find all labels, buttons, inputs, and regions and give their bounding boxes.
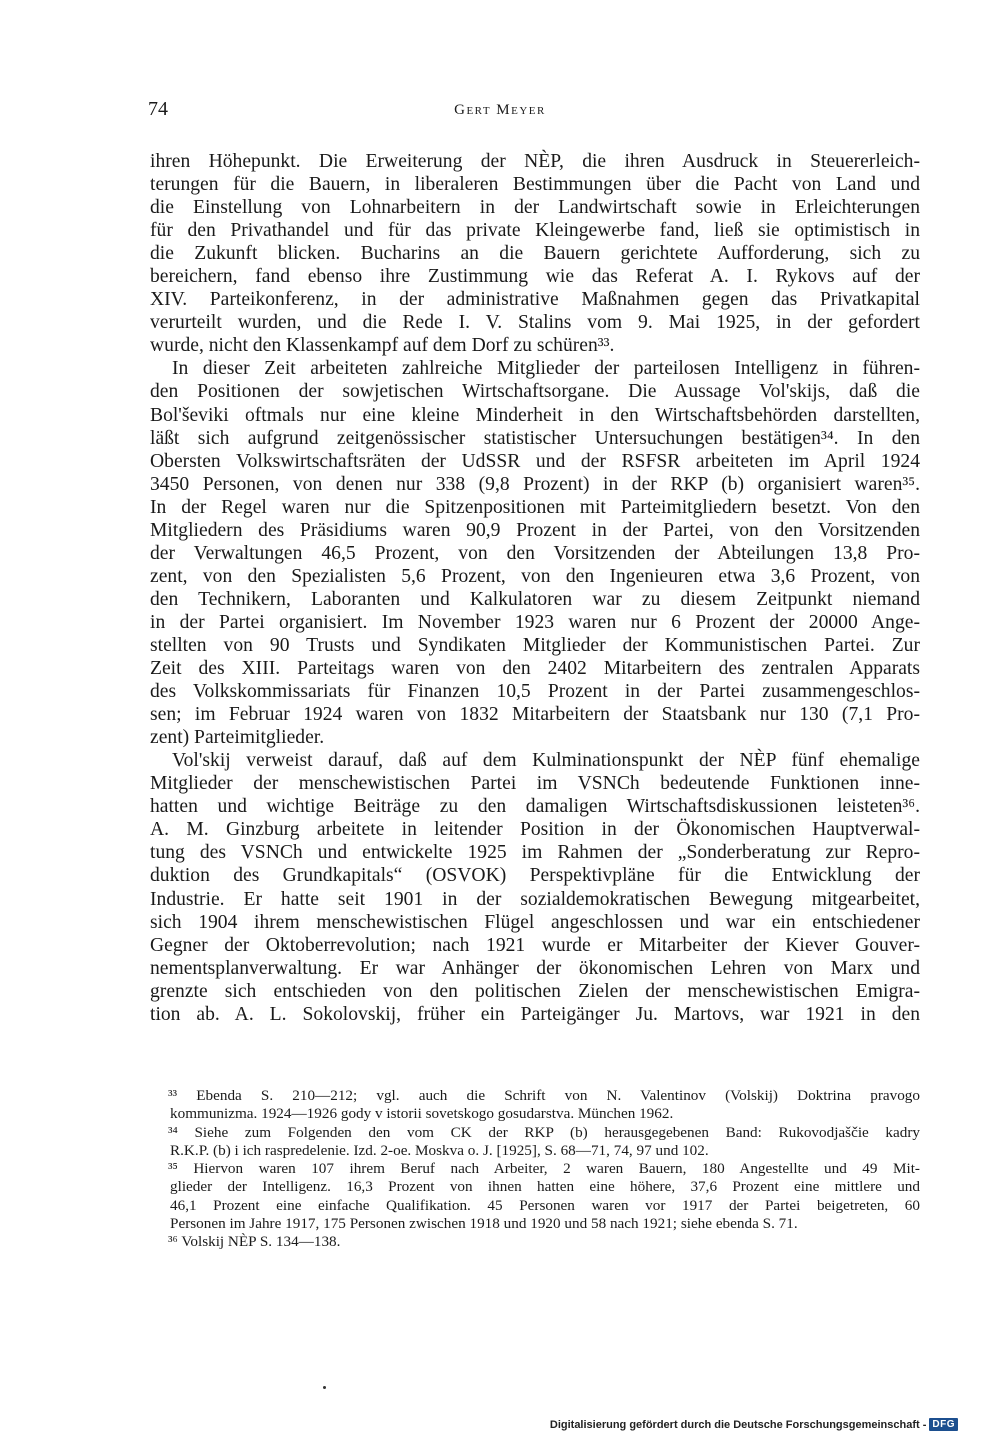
body-line: ihren Höhepunkt. Die Erweiterung der NÈP, die ihren Ausdruck in Steuererleich- (150, 151, 920, 172)
footnote-line: ³⁵ Hiervon waren 107 ihrem Beruf nach Arbeiter, 2 waren Bauern, 180 Angestellte und 49 Mit- (168, 1160, 920, 1178)
body-line: zent, von den Spezialisten 5,6 Prozent, von den Ingenieuren etwa 3,6 Prozent, von (150, 565, 920, 587)
body-line: die Zukunft blicken. Bucharins an die Bauern gerichtete Aufforderung, sich zu (150, 243, 920, 265)
page-number: 74 (148, 98, 168, 120)
body-line: tion ab. A. L. Sokolovskij, früher ein Parteigänger Ju. Martovs, war 1921 in den (150, 1003, 920, 1025)
footnote-line: ³⁴ Siehe zum Folgenden den vom CK der RKP (b) herausgegebenen Band: Rukovodjaščie kadry (168, 1123, 920, 1141)
footnote-line: Personen im Jahre 1917, 175 Personen zwischen 1918 und 1920 und 58 nach 1921; siehe ebenda S. 71. (170, 1215, 798, 1233)
body-line: grenzte sich entschieden von den politischen Zielen der menschewistischen Emigra- (150, 980, 920, 1002)
speck-dot (323, 1386, 326, 1389)
body-line: A. M. Ginzburg arbeitete in leitender Position in der Ökonomischen Hauptverwal- (150, 819, 920, 841)
body-line: sich 1904 ihrem menschewistischen Flügel angeschlossen und war ein entschiedener (150, 911, 920, 933)
body-line: die Einstellung von Lohnarbeitern in der Landwirtschaft sowie in Erleichterungen (150, 197, 920, 219)
body-line: nementsplanverwaltung. Er war Anhänger der ökonomischen Lehren von Marx und (150, 957, 920, 979)
footnote-line: kommunizma. 1924—1926 gody v istorii sovetskogo gosudarstva. München 1962. (170, 1105, 674, 1123)
body-line: Industrie. Er hatte seit 1901 in der sozialdemokratischen Bewegung mitgearbeitet, (150, 888, 920, 910)
body-line: Obersten Volkswirtschaftsräten der UdSSR und der RSFSR arbeiteten im April 1924 (150, 450, 920, 472)
running-head: Gert Meyer (454, 102, 546, 118)
body-line: den Technikern, Laboranten und Kalkulatoren war zu diesem Zeitpunkt niemand (150, 588, 920, 610)
body-line: wurde, nicht den Klassenkampf auf dem Dorf zu schüren³³. (150, 335, 615, 357)
dfg-logo: DFG (929, 1418, 958, 1431)
footnote-line: ³³ Ebenda S. 210—212; vgl. auch die Schrift von N. Valentinov (Volskij) Doktrina pravogo (168, 1087, 920, 1104)
body-line: Mitglieder der menschewistischen Partei im VSNCh bedeutende Funktionen inne- (150, 773, 920, 795)
body-line: tung des VSNCh und entwickelte 1925 im Rahmen der „Sonderberatung zur Repro- (150, 842, 920, 864)
body-line: Gegner der Oktoberrevolution; nach 1921 wurde er Mitarbeiter der Kiever Gouver- (150, 934, 920, 956)
body-line: läßt sich aufgrund zeitgenössischer statistischer Untersuchungen bestätigen³⁴. In den (150, 427, 920, 449)
body-line: Mitgliedern des Präsidiums waren 90,9 Prozent in der Partei, von den Vorsitzenden (150, 519, 920, 541)
body-line: den Positionen der sowjetischen Wirtschaftsorgane. Die Aussage Vol'skijs, daß die (150, 381, 920, 403)
body-line: XIV. Parteikonferenz, in der administrative Maßnahmen gegen das Privatkapital (150, 289, 920, 311)
body-line: in der Partei organisiert. Im November 1923 waren nur 6 Prozent der 20000 Ange- (150, 611, 920, 633)
footnotes (170, 1087, 920, 1252)
body-line: bereichern, fand ebenso ihre Zustimmung wie das Referat A. I. Rykovs auf der (150, 266, 920, 288)
body-line: stellten von 90 Trusts und Syndikaten Mitglieder der Kommunistischen Partei. Zur (150, 634, 920, 656)
body-line: Bol'ševiki oftmals nur eine kleine Minderheit in den Wirtschaftsbehörden darstellten, (150, 404, 920, 426)
digitization-credit (550, 1418, 958, 1431)
body-line: Vol'skij verweist darauf, daß auf dem Kulminationspunkt der NÈP fünf ehemalige (172, 750, 920, 772)
footnote-line: glieder der Intelligenz. 16,3 Prozent von ihnen hatten eine höhere, 37,6 Prozent eine mittlere und (170, 1178, 920, 1196)
body-line: verurteilt wurden, und die Rede I. V. Stalins vom 9. Mai 1925, in der gefordert (150, 312, 920, 334)
body-line: der Verwaltungen 46,5 Prozent, von den Vorsitzenden der Abteilungen 13,8 Pro- (150, 542, 920, 564)
body-line: duktion des Grundkapitals“ (OSVOK) Perspektivpläne für die Entwicklung der (150, 865, 920, 887)
body-line: In der Regel waren nur die Spitzenpositionen mit Parteimitgliedern besetzt. Von den (150, 496, 920, 518)
body-line: terungen für die Bauern, in liberaleren Bestimmungen über die Pacht von Land und (150, 174, 920, 196)
body-text (150, 150, 920, 1026)
body-line: 3450 Personen, von denen nur 338 (9,8 Prozent) in der RKP (b) organisiert waren³⁵. (150, 473, 920, 495)
body-line: sen; im Februar 1924 waren von 1832 Mitarbeitern der Staatsbank nur 130 (7,1 Pro- (150, 704, 920, 726)
body-line: Zeit des XIII. Parteitags waren von den 2402 Mitarbeitern des zentralen Apparats (150, 658, 920, 680)
footnote-line: ³⁶ Volskij NÈP S. 134—138. (168, 1233, 341, 1251)
body-line: für den Privathandel und für das private Kleingewerbe fand, ließ sie optimistisch in (150, 220, 920, 242)
credit-text: Digitalisierung gefördert durch die Deutsche Forschungsgemeinschaft - (549, 1418, 927, 1431)
body-line: zent) Parteimitglieder. (150, 727, 325, 749)
body-line: des Volkskommissariats für Finanzen 10,5 Prozent in der Partei zusammengeschlos- (150, 681, 920, 703)
footnote-line: R.K.P. (b) i ich raspredelenie. Izd. 2-oe. Moskva o. J. [1925], S. 68—71, 74, 97 und 102. (170, 1141, 709, 1159)
body-line: hatten und wichtige Beiträge zu den damaligen Wirtschaftsdiskussionen leisteten³⁶. (150, 796, 920, 818)
body-line: In dieser Zeit arbeiteten zahlreiche Mitglieder der parteilosen Intelligenz in führen- (172, 358, 920, 380)
footnote-line: 46,1 Prozent eine einfache Qualifikation. 45 Personen waren vor 1917 der Partei beigetreten, 60 (170, 1196, 920, 1214)
